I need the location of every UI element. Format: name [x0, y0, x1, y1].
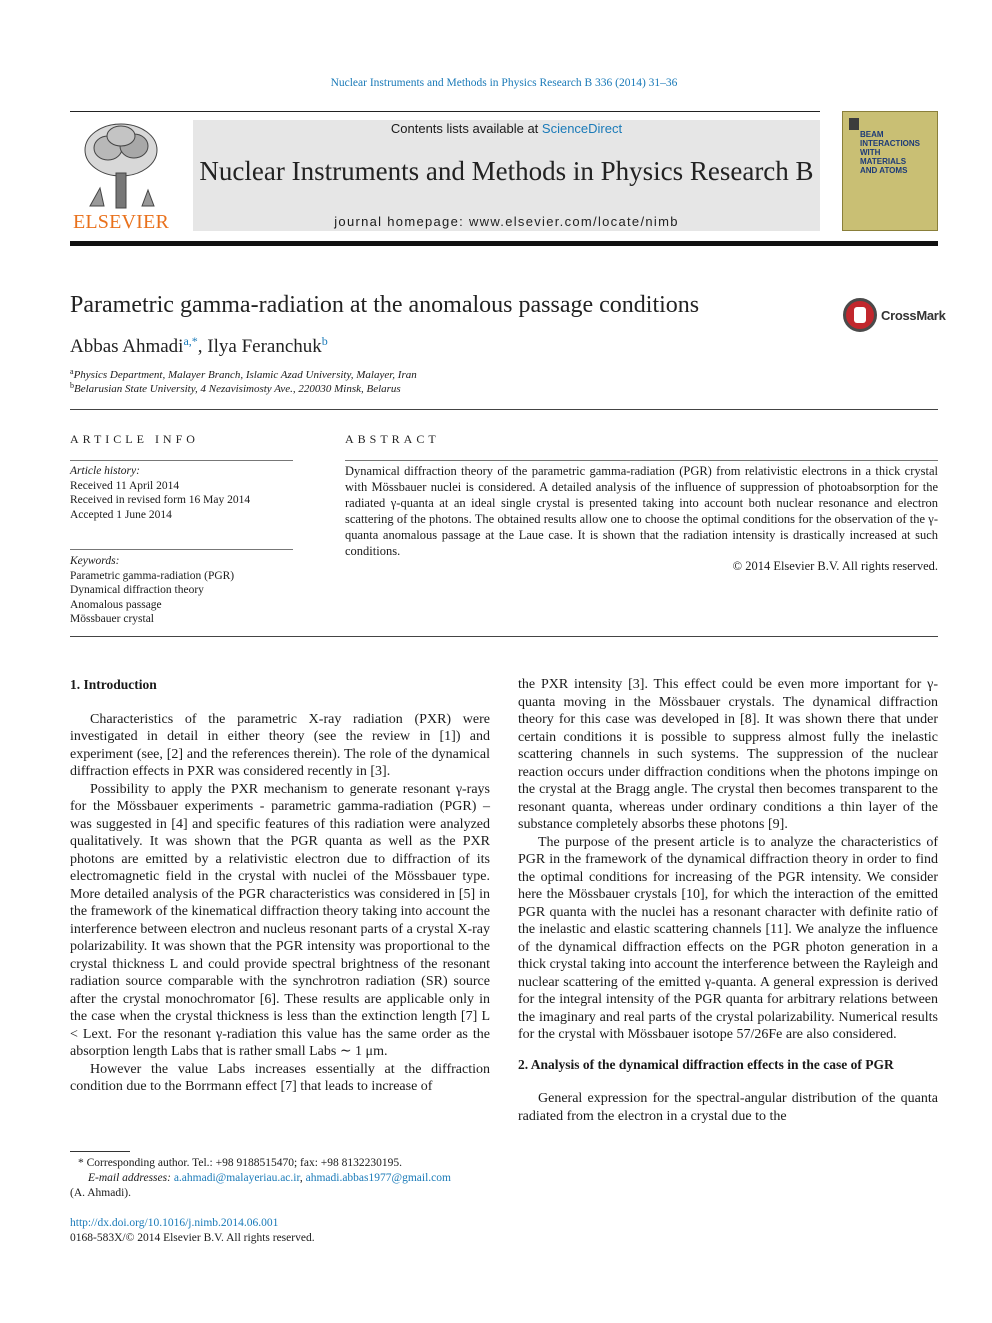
sciencedirect-link[interactable]: ScienceDirect: [541, 121, 623, 136]
email-link[interactable]: a.ahmadi@malayeriau.ac.ir: [173, 1172, 300, 1184]
journal-cover[interactable]: [842, 111, 938, 231]
contents-available: [193, 121, 820, 136]
paragraph: However the value Labs increases essentially at the diffraction condition due to the Borrmann effect [7] that leads to increase of: [70, 1061, 490, 1094]
abstract-text: Dynamical diffraction theory of the parametric gamma-radiation (PGR) from relativistic electrons in a thick crystal with Mössbauer nuclei is considered. A detailed analysis of the influence of suppression of photoabsorption for the radiated γ-quanta at an ideal single crystal is presented taking into account both nuclear resonance and electron scattering of the photons. The obtained results allow one to choose the optimal conditions for the observation of the γ-quanta anomalous passage at the Laue case. It is shown that the radiation intensity is drastically increased at such conditions.: [345, 464, 938, 558]
divider: [70, 636, 938, 637]
revised-date: Received in revised form 16 May 2014: [70, 494, 251, 506]
paragraph: the PXR intensity [3]. This effect could be even more important for γ-quanta moving in the Mössbauer crystals. The dynamical diffraction theory for this case was developed in [8]. It was shown there that under certain conditions it is possible to suppress almost fully the inelastic scattering channels in such systems. The suppression of the nuclear reaction occurs under diffraction conditions when the photons impinge on the crystal at the Bragg angle. The crystal then becomes transparent to the resonant quanta, whereas under ordinary conditions a thin layer of the substance completely absorbs these photons [9].: [518, 677, 938, 832]
divider: [70, 460, 293, 461]
issn-line: 0168-583X/© 2014 Elsevier B.V. All rights reserved.: [70, 1232, 315, 1244]
paragraph: Possibility to apply the PXR mechanism to generate resonant γ-rays for the Mössbauer experiments - parametric gamma-radiation (PGR) – was suggested in [4] and specific features of this radiation were analyzed qualitatively. It was shown that the PGR quanta as well as the PXR photons are emitted by a relativistic electron due to diffraction of its electromagnetic field in the crystal with nuclei of the Mössbauer type. More detailed analysis of the PGR characteristics was considered in [5] in the framework of the kinematical diffraction theory taking into account the interference between electron and nucleus resonant parts of a crystal X-ray polarizability. It was shown that the PGR intensity was proportional to the crystal thickness L and could provide spectral brightness of the resonant radiation source comparable with the synchrotron radiation (SR) source after the crystal monochromator [6]. These results are applicable only in the case when the crystal thickness is less than the extinction length [7] L < Lext. For the resonant γ-radiation this value has the same order as the absorption length Labs that is rather small Labs ∼ 1 μm.: [70, 781, 490, 1059]
email-link[interactable]: ahmadi.abbas1977@gmail.com: [305, 1172, 451, 1184]
accepted-date: Accepted 1 June 2014: [70, 508, 172, 521]
affiliation: $^b$Belarusian State University, 4 Nezavisimosty Ave., 220030 Minsk, Belarus: [70, 381, 401, 395]
author-list: [70, 334, 328, 358]
elsevier-wordmark: ELSEVIER: [72, 211, 170, 233]
footnotes: [70, 1156, 490, 1201]
article-info-heading: ARTICLE INFO: [70, 432, 199, 446]
journal-banner: [193, 120, 820, 231]
header-thick-rule: [70, 241, 938, 246]
crossmark-badge[interactable]: [843, 298, 946, 334]
divider: [70, 549, 293, 550]
publisher-logo[interactable]: [70, 118, 172, 234]
article-history: [70, 464, 293, 522]
homepage-link[interactable]: www.elsevier.com/locate/nimb: [468, 214, 679, 229]
doi-link[interactable]: http://dx.doi.org/10.1016/j.nimb.2014.06.001: [70, 1217, 279, 1229]
paragraph: The purpose of the present article is to analyze the characteristics of PGR in the framework of the dynamical diffraction theory in order to find the optimal conditions for increasing of the PGR intensity. We consider here the Mössbauer crystals [10], for which the interaction of the emitted PGR quanta with the nuclei has a resonant character with definite ratio of the inelastic and elastic scattering channels [11]. We analyze the influence of the dynamical diffraction effects on the PGR photon generation in a thick crystal taking into account the interference between the Rayleigh and nuclear scattering of the emitted γ-quanta. A general expression is derived for the integral intensity of the PGR quanta for arbitrary relations between the imaginary and real parts of the crystal polarizability. Numerical results for the crystal with Mössbauer isotope 57/26Fe are also considered.: [518, 834, 938, 1042]
section-title: 2. Analysis of the dynamical diffraction effects in the case of PGR: [518, 1056, 894, 1072]
footnote-rule: [70, 1151, 130, 1152]
history-label: Article history:: [70, 465, 140, 477]
crossmark-label: CrossMark: [881, 308, 946, 323]
abstract-heading: ABSTRACT: [345, 432, 440, 446]
email-separator: ,: [299, 1172, 306, 1184]
paragraph: General expression for the spectral-angular distribution of the quanta radiated from the electron in a crystal due to the: [518, 1091, 938, 1124]
elsevier-tree-icon: [70, 118, 172, 210]
divider: [70, 409, 938, 410]
corresponding-author-note: * Corresponding author. Tel.: +98 9188515470; fax: +98 8132230195.: [78, 1157, 403, 1169]
email-owner: (A. Ahmadi).: [70, 1187, 132, 1199]
article-title: Parametric gamma-radiation at the anomalous passage conditions: [70, 292, 700, 318]
keyword: Dynamical diffraction theory: [70, 584, 204, 596]
affiliation: $^a$Physics Department, Malayer Branch, Islamic Azad University, Malayer, Iran: [70, 367, 417, 381]
paragraph: Characteristics of the parametric X-ray radiation (PXR) were investigated in detail in either theory (see the review in [1]) and experiment (see, [2] and the references therein). The role of the dynamical diffraction effects in PXR was considered recently in [3].: [70, 711, 490, 779]
header-rule: [70, 111, 820, 112]
right-column: [518, 676, 938, 1125]
journal-title: Nuclear Instruments and Methods in Physics Research B: [199, 156, 814, 186]
journal-homepage: [193, 214, 820, 229]
email-label: E-mail addresses:: [88, 1172, 171, 1184]
author-separator: ,: [197, 336, 208, 357]
left-column: [70, 676, 490, 1096]
journal-citation[interactable]: Nuclear Instruments and Methods in Physics Research B 336 (2014) 31–36: [330, 77, 678, 89]
keywords-label: Keywords:: [70, 555, 120, 567]
cover-emblem-icon: [849, 118, 859, 130]
contents-prefix: Contents lists available at: [390, 121, 542, 136]
email-note: [70, 1171, 490, 1186]
divider: [345, 460, 938, 461]
received-date: Received 11 April 2014: [70, 479, 180, 492]
author-name: Abbas Ahmadi: [70, 336, 184, 357]
homepage-prefix: journal homepage:: [334, 214, 469, 229]
author-affiliation-marker[interactable]: a,*: [183, 334, 198, 348]
section-title: 1. Introduction: [70, 677, 157, 692]
keywords: [70, 554, 293, 627]
doi-block: [70, 1216, 315, 1246]
keyword: Parametric gamma-radiation (PGR): [70, 569, 235, 582]
keyword: Mössbauer crystal: [70, 613, 154, 625]
crossmark-icon: [843, 298, 877, 332]
cover-title: BEAM INTERACTIONS WITH MATERIALS AND ATOMS: [860, 130, 920, 175]
abstract-copyright: © 2014 Elsevier B.V. All rights reserved.: [732, 559, 938, 573]
keyword: Anomalous passage: [70, 598, 162, 611]
author-affiliation-marker[interactable]: b: [321, 334, 328, 348]
author-name: Ilya Feranchuk: [207, 336, 322, 357]
